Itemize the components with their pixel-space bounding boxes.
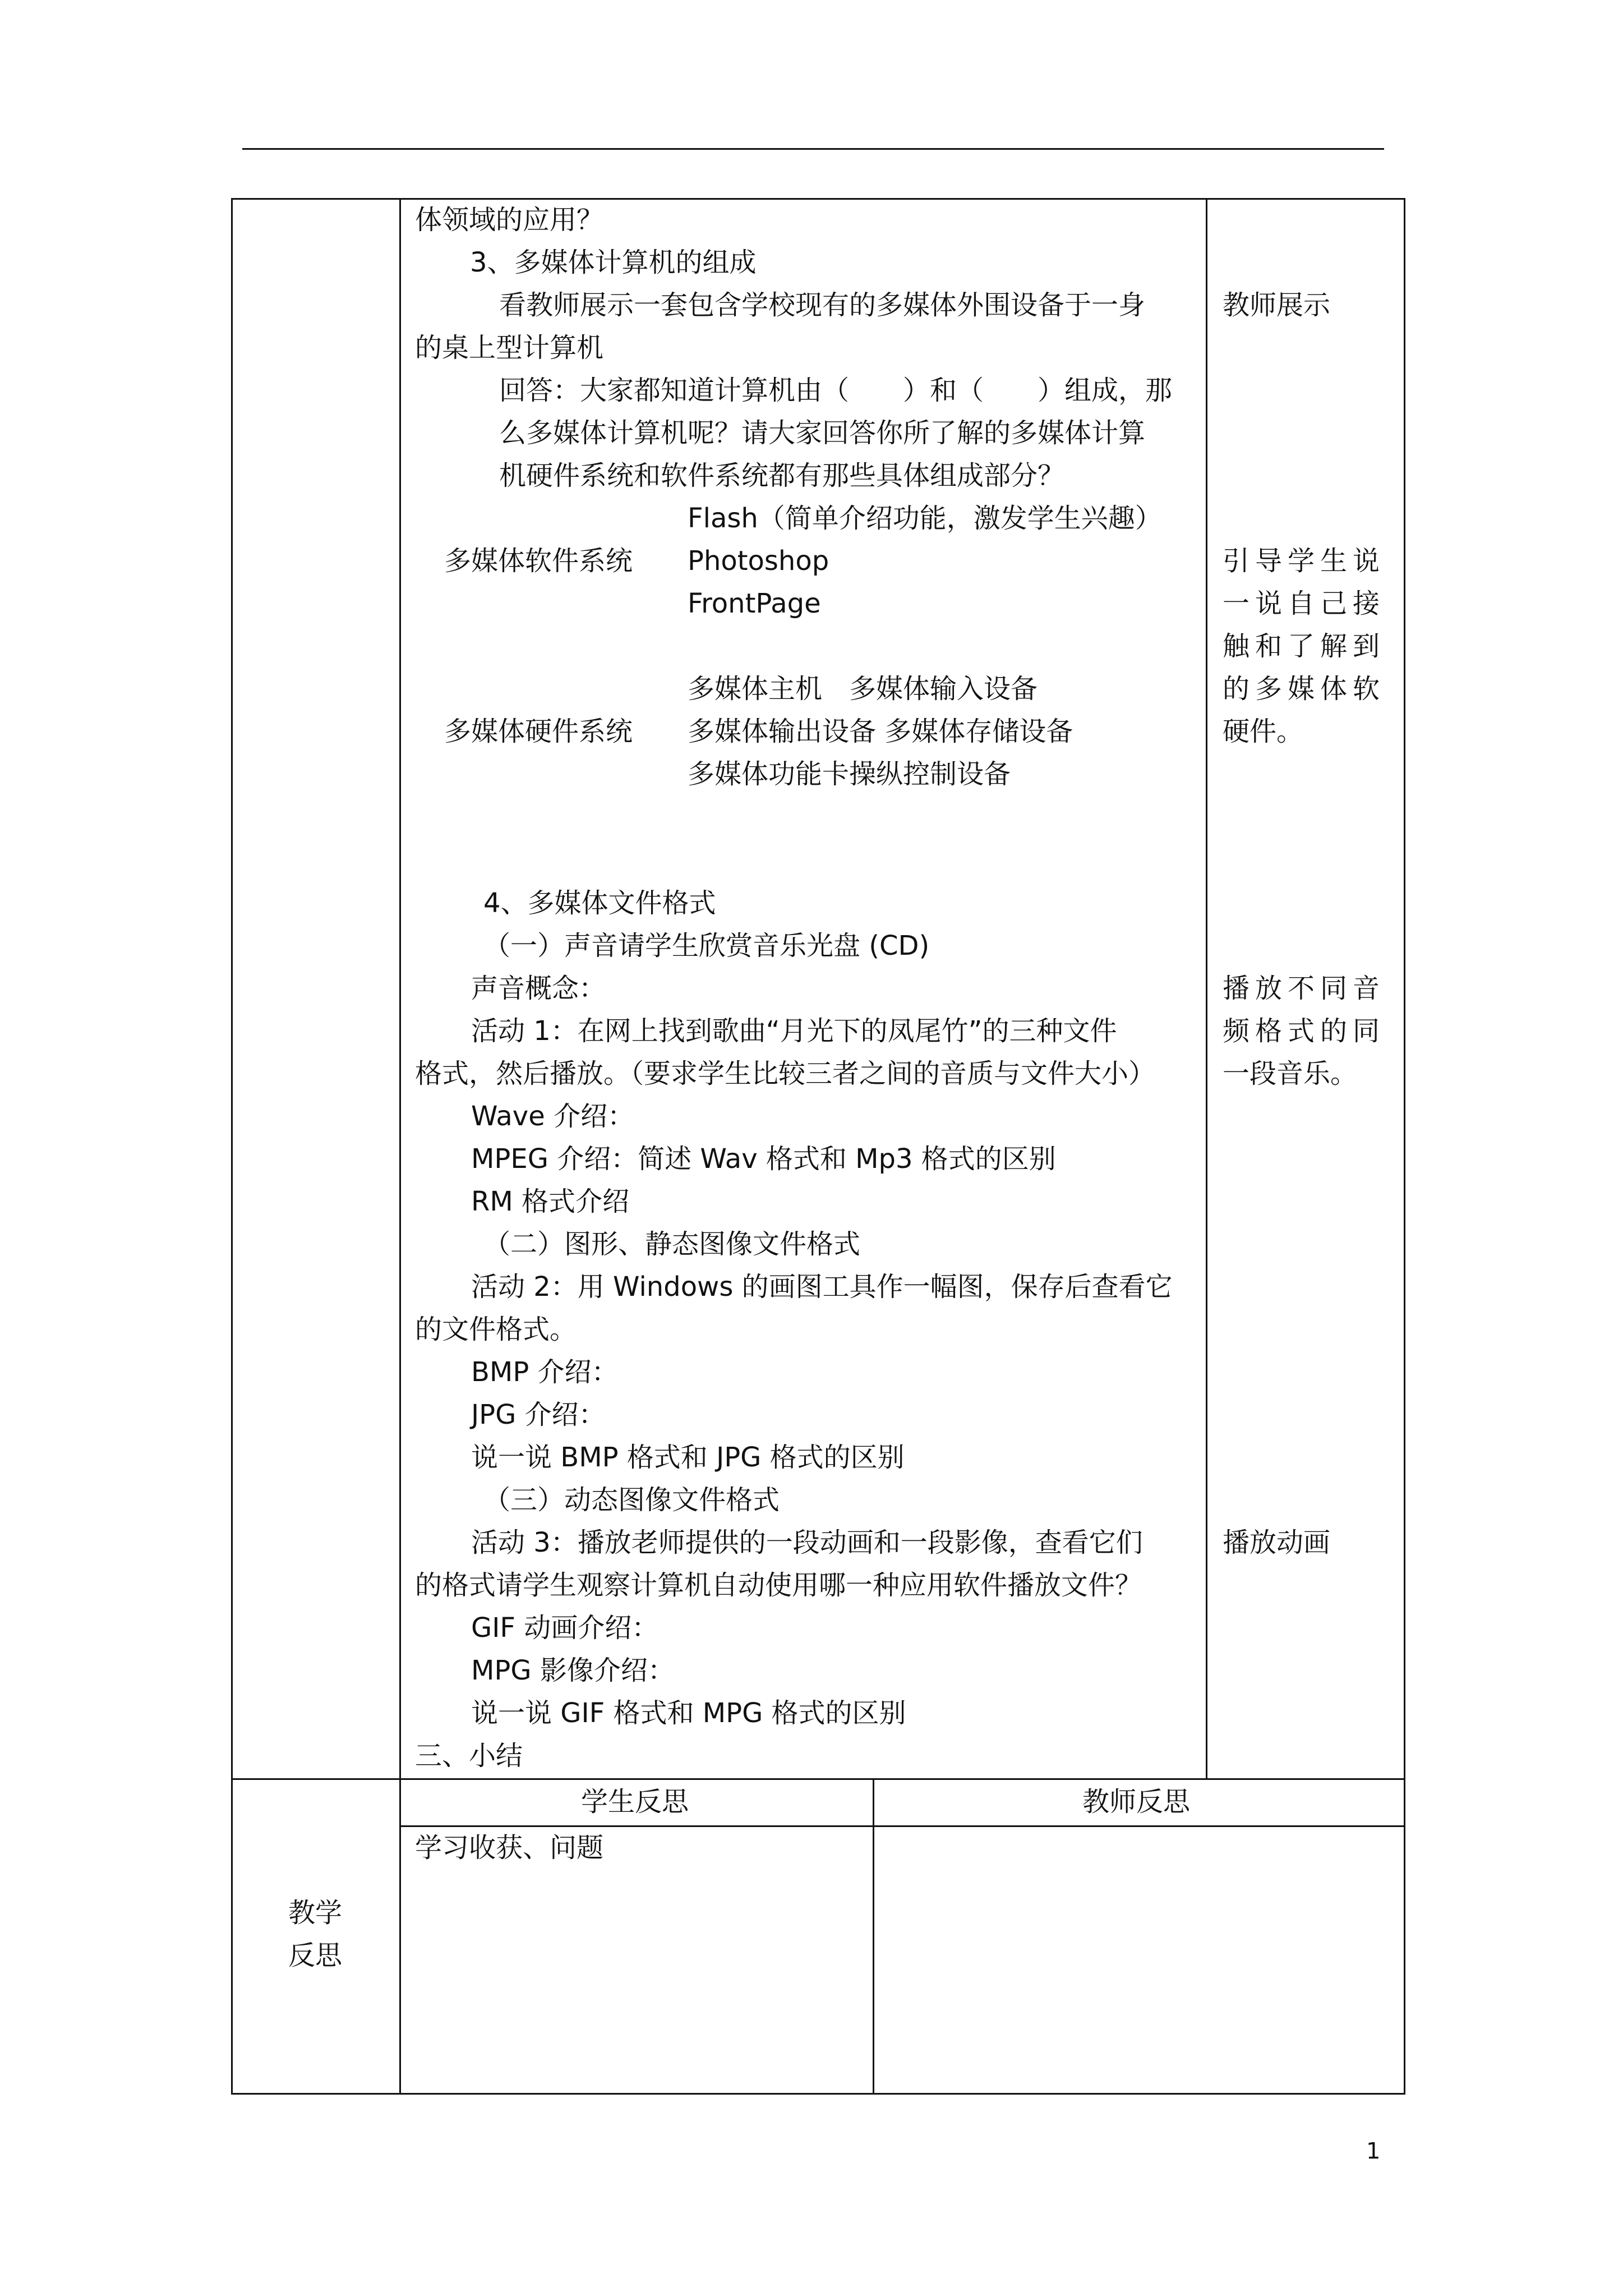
text-line: MPEG 介绍：简述 Wav 格式和 Mp3 格式的区别 (471, 1143, 1056, 1175)
header-rule (242, 148, 1384, 150)
col-line-2 (1206, 198, 1207, 1780)
text-line: RM 格式介绍 (471, 1186, 630, 1217)
text-line: 机硬件系统和软件系统都有那些具体组成部分？ (499, 460, 1065, 491)
text-line: GIF 动画介绍： (471, 1612, 659, 1644)
text-line: 格式，然后播放。（要求学生比较三者之间的音质与文件大小） (415, 1058, 1156, 1089)
section-heading: 3、多媒体计算机的组成 (470, 247, 757, 278)
text-line: 声音概念： (471, 973, 606, 1004)
guide-note-line: 的多媒体软 (1223, 673, 1386, 705)
play-note-line: 播放不同音 (1223, 973, 1386, 1004)
student-reflection-content: 学习收获、问题 (415, 1832, 604, 1864)
text-line: 回答：大家都知道计算机由（ ）和（ ）组成，那 (499, 375, 1173, 406)
subsection-heading: （二）图形、静态图像文件格式 (483, 1228, 861, 1260)
software-item: Photoshop (688, 545, 829, 577)
text-line: BMP 介绍： (471, 1356, 619, 1388)
hardware-label: 多媒体硬件系统 (444, 716, 633, 747)
software-label: 多媒体软件系统 (444, 545, 633, 577)
row-line-reflection (231, 1778, 1405, 1780)
software-item: Flash（简单介绍功能，激发学生兴趣） (688, 503, 1162, 534)
text-line: JPG 介绍： (471, 1399, 606, 1430)
student-reflection-header: 学生反思 (581, 1786, 689, 1818)
guide-note-line: 硬件。 (1223, 716, 1304, 747)
guide-note-line: 引导学生说 (1223, 545, 1386, 577)
software-item: FrontPage (688, 588, 821, 619)
reflection-row-label: 教学 (288, 1897, 343, 1929)
col-line-1 (399, 198, 401, 2095)
section-heading: 4、多媒体文件格式 (483, 887, 716, 919)
text-line: 看教师展示一套包含学校现有的多媒体外围设备于一身 (499, 289, 1146, 321)
play-animation-note: 播放动画 (1223, 1527, 1331, 1558)
reflection-row-label: 反思 (288, 1940, 343, 1971)
text-line: 活动 3：播放老师提供的一段动画和一段影像，查看它们 (471, 1527, 1143, 1558)
hardware-item: 多媒体功能卡操纵控制设备 (688, 758, 1011, 790)
subsection-heading: （一）声音请学生欣赏音乐光盘 (CD) (483, 930, 930, 961)
text-line: 体领域的应用？ (415, 204, 604, 236)
teacher-reflection-header: 教师反思 (1082, 1786, 1191, 1818)
text-line: 活动 2：用 Windows 的画图工具作一幅图，保存后查看它 (471, 1271, 1173, 1303)
text-line: MPG 影像介绍： (471, 1655, 675, 1686)
text-line: 说一说 BMP 格式和 JPG 格式的区别 (471, 1442, 905, 1473)
text-line: 说一说 GIF 格式和 MPG 格式的区别 (471, 1697, 906, 1729)
text-line: 活动 1：在网上找到歌曲“月光下的凤尾竹”的三种文件 (471, 1015, 1117, 1047)
play-note-line: 一段音乐。 (1223, 1058, 1358, 1089)
guide-note-line: 一说自己接 (1223, 588, 1386, 619)
guide-note-line: 触和了解到 (1223, 631, 1386, 662)
hardware-item: 多媒体主机 多媒体输入设备 (688, 673, 1038, 705)
text-line: 么多媒体计算机呢？请大家回答你所了解的多媒体计算 (499, 417, 1146, 449)
subsection-heading: （三）动态图像文件格式 (483, 1484, 780, 1516)
text-line: Wave 介绍： (471, 1101, 635, 1132)
hardware-item: 多媒体输出设备 多媒体存储设备 (688, 716, 1073, 747)
play-note-line: 频格式的同 (1223, 1015, 1386, 1047)
teacher-show-note: 教师展示 (1223, 289, 1331, 321)
text-line: 的桌上型计算机 (415, 332, 604, 364)
text-line: 的格式请学生观察计算机自动使用哪一种应用软件播放文件？ (415, 1570, 1142, 1601)
section-heading: 三、小结 (415, 1740, 523, 1772)
row-line-reflection-header (399, 1825, 1405, 1827)
page-number: 1 (1366, 2138, 1381, 2164)
text-line: 的文件格式。 (415, 1314, 577, 1345)
